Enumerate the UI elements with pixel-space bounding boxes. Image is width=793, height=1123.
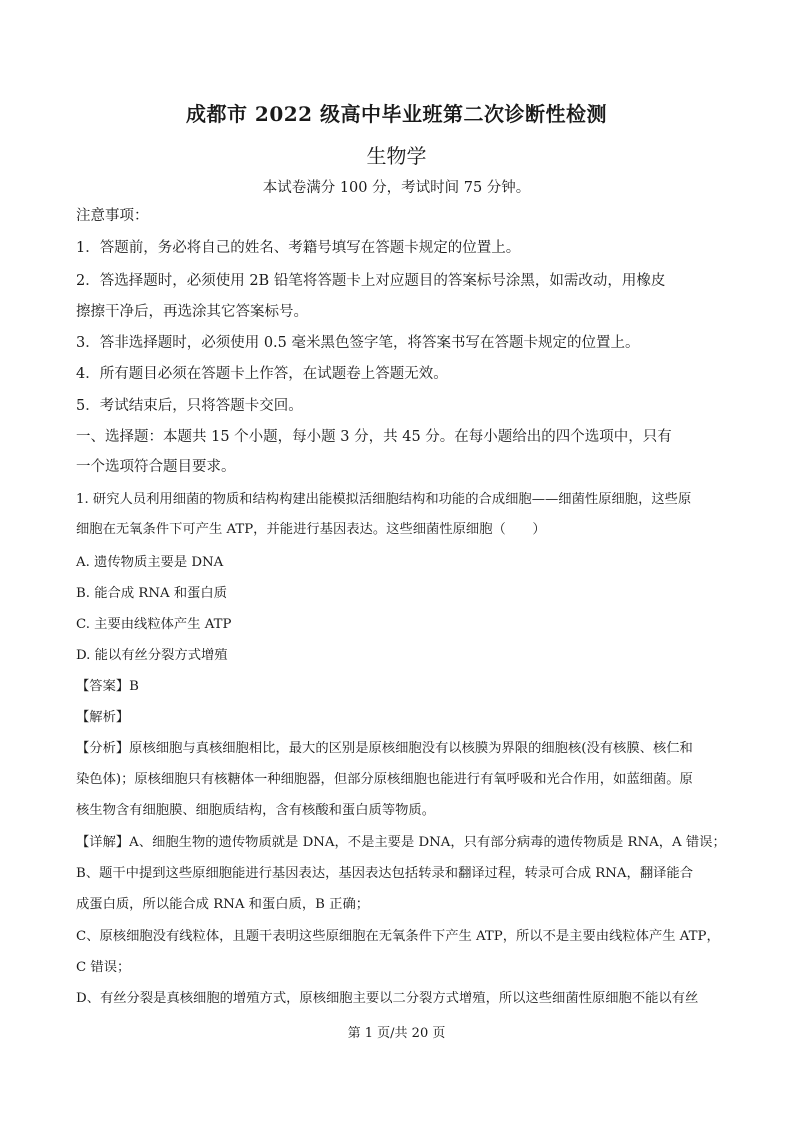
notice-item-2-line-2: 擦擦干净后，再选涂其它答案标号。 <box>76 304 308 320</box>
page-number: 第 1 页/共 20 页 <box>347 1026 446 1041</box>
question-1-xiangjie-line-6: D、有丝分裂是真核细胞的增殖方式，原核细胞主要以二分裂方式增殖，所以这些细菌性原细胞不能以有丝 <box>76 991 699 1006</box>
notice-heading: 注意事项： <box>76 208 149 224</box>
notice-item-1: 1．答题前，务必将自己的姓名、考籍号填写在答题卡规定的位置上。 <box>76 240 521 256</box>
notice-item-5: 5．考试结束后，只将答题卡交回。 <box>76 398 303 414</box>
question-1-stem-line-1: 1. 研究人员利用细菌的物质和结构构建出能模拟活细胞结构和功能的合成细胞——细菌性原细胞，这些原 <box>76 492 692 507</box>
subject-title: 生物学 <box>366 144 427 168</box>
section-heading-line-2: 一个选项符合题目要求。 <box>76 459 236 475</box>
question-1-fenxi-line-1: 【分析】原核细胞与真核细胞相比，最大的区别是原核细胞没有以核膜为界限的细胞核(没有核膜、核仁和 <box>76 741 693 756</box>
question-1-fenxi-line-2: 染色体)；原核细胞只有核糖体一种细胞器，但部分原核细胞也能进行有氧呼吸和光合作用，如蓝细菌。原 <box>76 772 693 787</box>
question-1-answer: 【答案】B <box>76 679 139 694</box>
question-1-xiangjie-line-5: C 错误； <box>76 960 131 975</box>
question-1-option-a: A. 遗传物质主要是 DNA <box>76 555 224 570</box>
notice-item-4: 4．所有题目必须在答题卡上作答，在试题卷上答题无效。 <box>76 366 448 382</box>
question-1-stem-line-2: 细胞在无氧条件下可产生 ATP，并能进行基因表达。这些细菌性原细胞（ ） <box>76 522 546 537</box>
question-1-xiangjie-line-1: 【详解】A、细胞生物的遗传物质就是 DNA，不是主要是 DNA，只有部分病毒的遗传物质是 RNA，A 错误； <box>76 835 726 850</box>
question-1-analysis-heading: 【解析】 <box>76 710 130 725</box>
question-1-fenxi-line-3: 核生物含有细胞膜、细胞质结构，含有核酸和蛋白质等物质。 <box>76 803 436 818</box>
question-1-option-c: C. 主要由线粒体产生 ATP <box>76 617 232 632</box>
question-1-xiangjie-line-4: C、原核细胞没有线粒体，且题干表明这些原细胞在无氧条件下产生 ATP，所以不是主要由线粒体产生 ATP， <box>76 929 720 944</box>
notice-item-2-line-1: 2．答选择题时，必须使用 2B 铅笔将答题卡上对应题目的答案标号涂黑，如需改动，用橡皮 <box>76 273 666 289</box>
question-1-option-d: D. 能以有丝分裂方式增殖 <box>76 648 228 663</box>
exam-meta: 本试卷满分 100 分，考试时间 75 分钟。 <box>262 180 531 196</box>
question-1-option-b: B. 能合成 RNA 和蛋白质 <box>76 586 228 601</box>
question-1-xiangjie-line-3: 成蛋白质，所以能合成 RNA 和蛋白质，B 正确； <box>76 897 370 912</box>
notice-item-3: 3．答非选择题时，必须使用 0.5 毫米黑色签字笔，将答案书写在答题卡规定的位置上。 <box>76 335 640 351</box>
section-heading-line-1: 一、选择题：本题共 15 个小题，每小题 3 分，共 45 分。在每小题给出的四个选项中，只有 <box>76 429 672 445</box>
question-1-xiangjie-line-2: B、题干中提到这些原细胞能进行基因表达，基因表达包括转录和翻译过程，转录可合成 RNA，翻译能合 <box>76 866 694 881</box>
exam-title: 成都市 2022 级高中毕业班第二次诊断性检测 <box>185 102 608 126</box>
